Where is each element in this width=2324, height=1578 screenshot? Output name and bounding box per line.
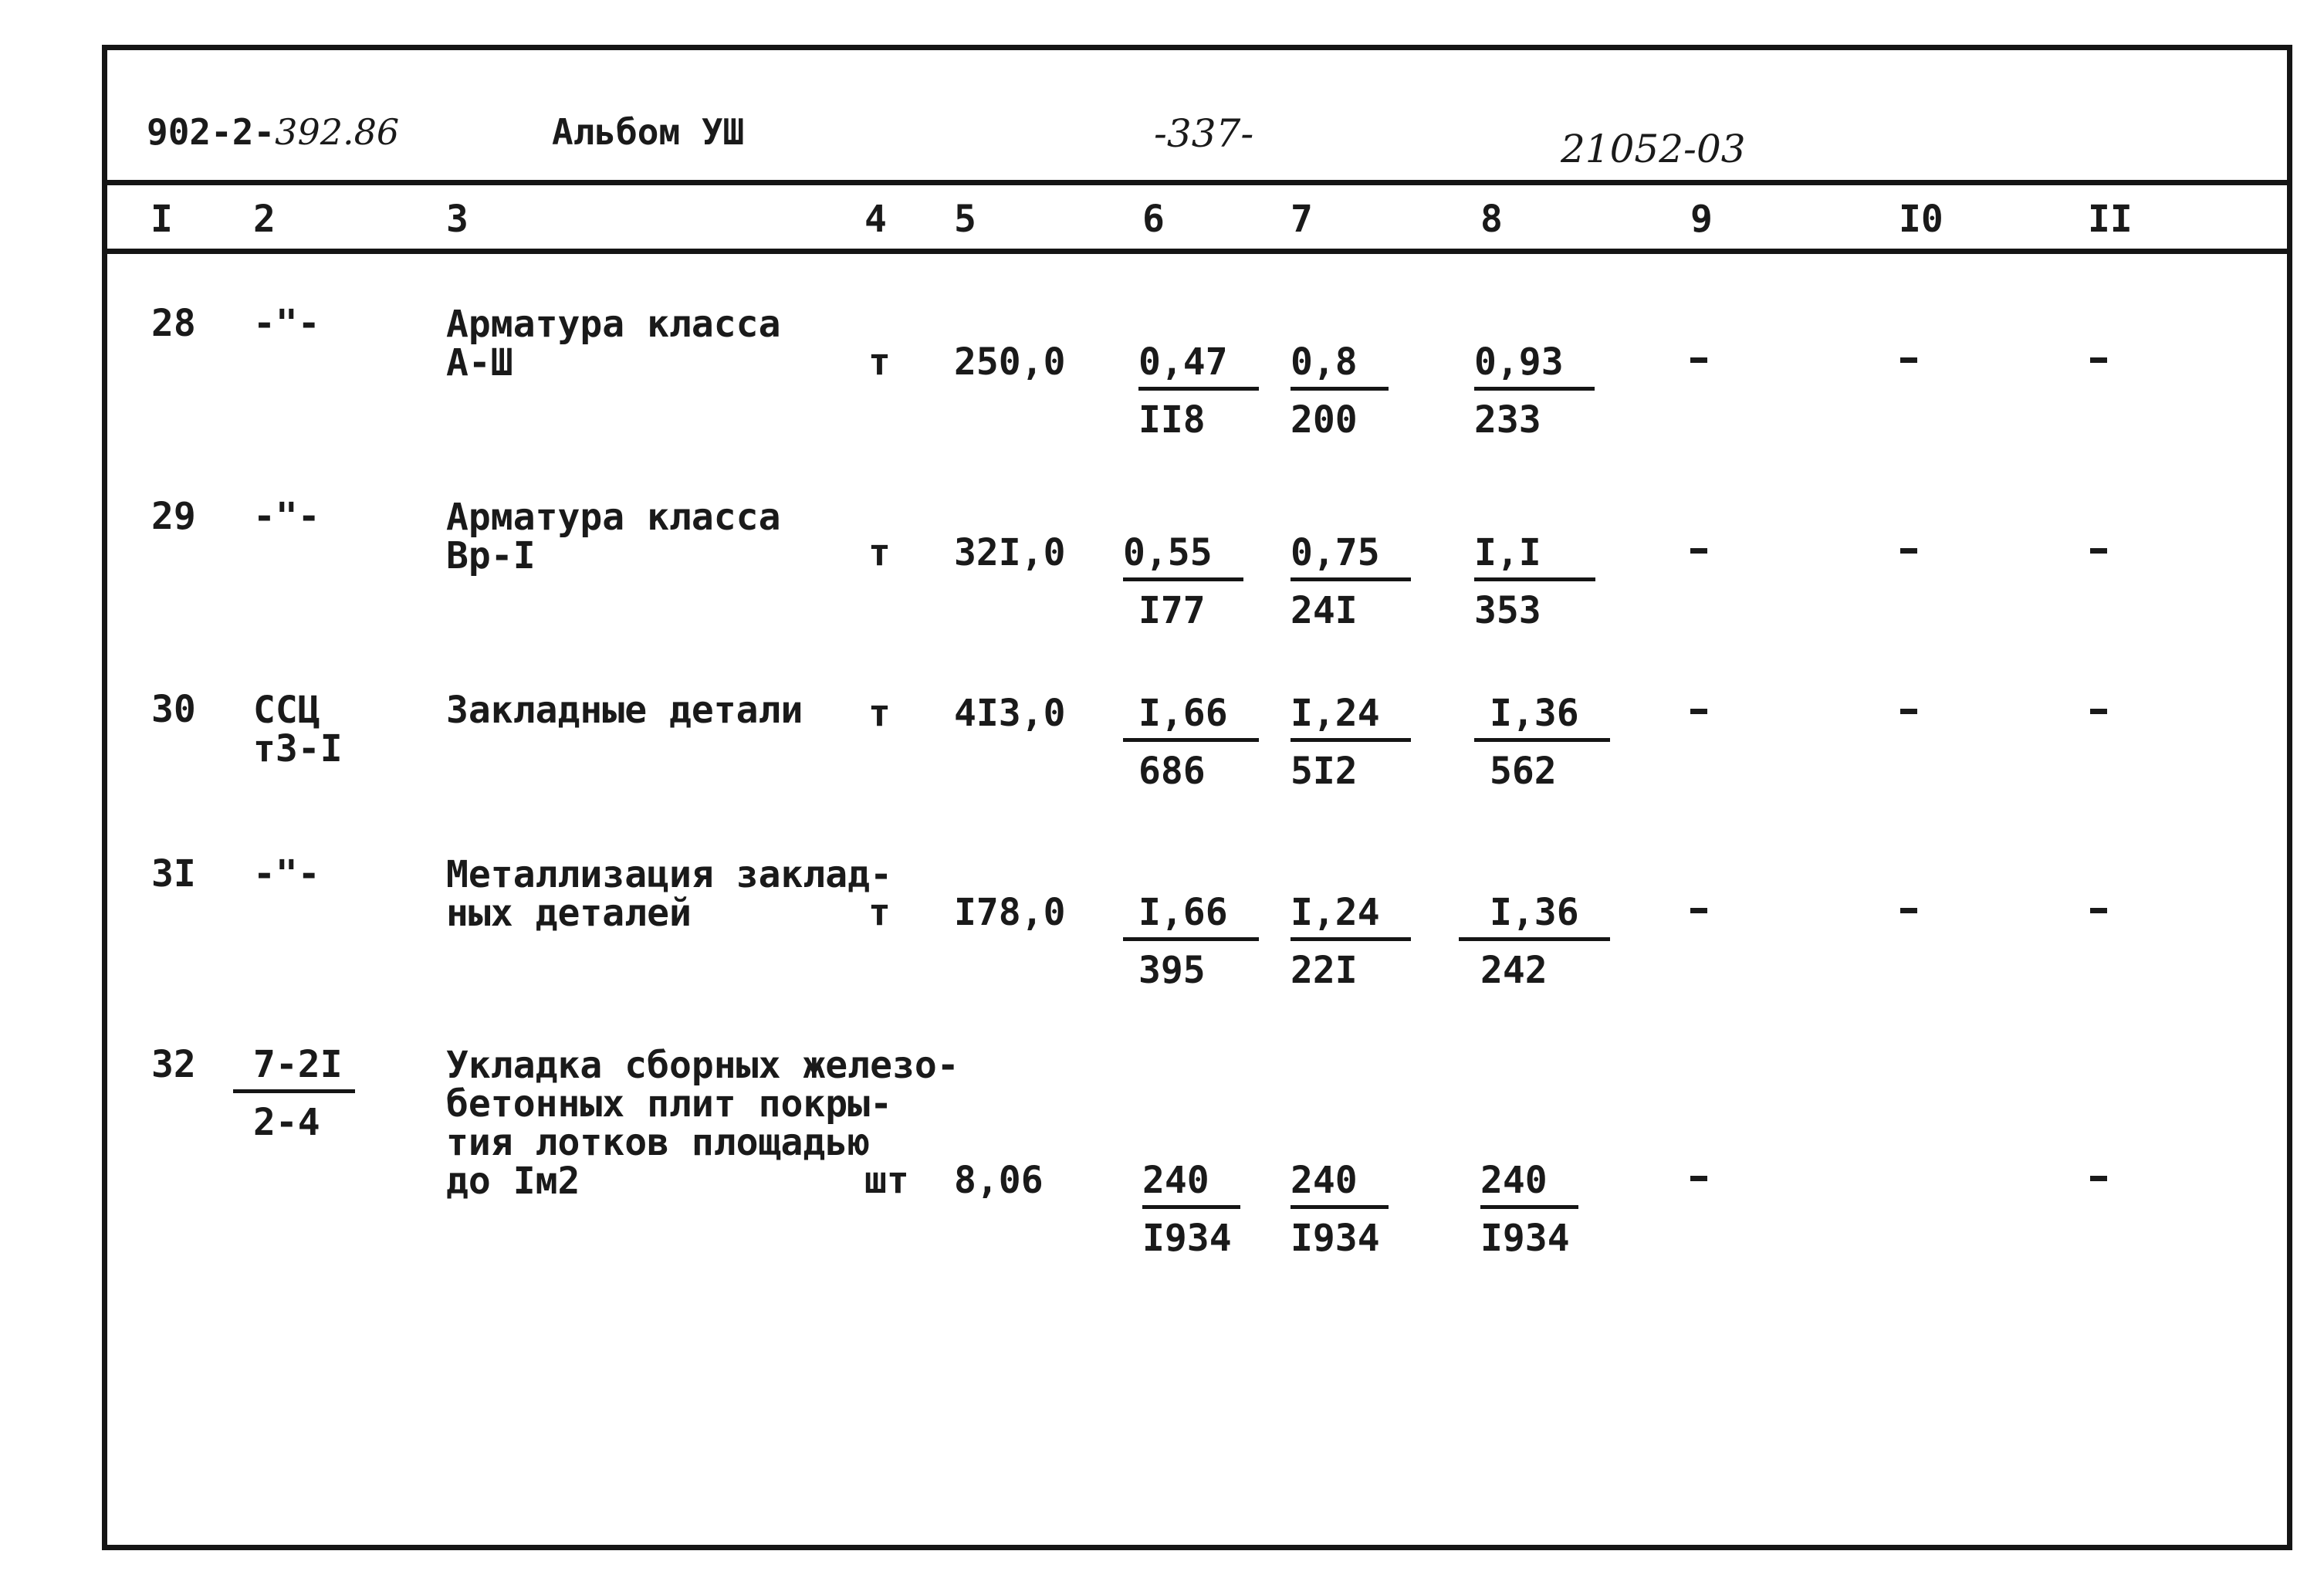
work-description: Металлизация заклад- ных деталей (446, 853, 892, 935)
column-8-value: $\frac{I,36}{562}$ (1474, 695, 1610, 790)
reference: -"- (253, 852, 320, 896)
column-number: 4 (864, 198, 887, 241)
row-number: 32 (151, 1043, 196, 1086)
work-description: Закладные детали (446, 689, 803, 732)
column-number: I (151, 198, 173, 241)
column-10-dash (1900, 548, 1917, 554)
column-7-value: $\frac{0,75}{24I}$ (1291, 534, 1411, 629)
column-number: II (2088, 198, 2133, 241)
row-number: 28 (151, 302, 196, 345)
reference: ССЦ тЗ-I (253, 689, 343, 770)
column-9-dash (1690, 548, 1707, 554)
album-label: Альбом УШ (552, 111, 745, 153)
column-7-value: $\frac{0,8}{200}$ (1291, 344, 1389, 439)
page-number: -337- (1154, 111, 1254, 156)
series-code: 902-2-392.86 (147, 111, 400, 153)
column-header-rule (102, 249, 2292, 254)
table-frame (102, 45, 2292, 1550)
column-6-value: $\frac{240}{I934}$ (1142, 1162, 1240, 1257)
column-number: 8 (1480, 198, 1503, 241)
column-8-value: $\frac{I,36}{242}$ (1459, 894, 1610, 989)
unit: шт (864, 1159, 909, 1202)
column-7-value: $\frac{I,24}{22I}$ (1291, 894, 1411, 989)
column-number: I0 (1899, 198, 1943, 241)
row-number: 3I (151, 852, 196, 896)
column-10-dash (1900, 709, 1917, 714)
work-description: Арматура класса A-Ш (446, 303, 781, 384)
column-7-value: $\frac{I,24}{5I2}$ (1291, 695, 1411, 790)
row-number: 30 (151, 688, 196, 731)
column-7-value: $\frac{240}{I934}$ (1291, 1162, 1389, 1257)
column-11-dash (2090, 709, 2107, 714)
column-11-dash (2090, 908, 2107, 913)
unit: т (868, 340, 891, 384)
unit: т (868, 531, 891, 574)
column-number: 5 (954, 198, 976, 241)
header-rule (102, 180, 2292, 185)
document-code: 21052-03 (1561, 127, 1746, 171)
column-number: 6 (1142, 198, 1165, 241)
column-8-value: $\frac{I,I}{353}$ (1474, 534, 1595, 629)
row-number: 29 (151, 495, 196, 538)
column-11-dash (2090, 548, 2107, 554)
reference-fraction: $\frac{7-2I}{2-4}$ (233, 1046, 355, 1141)
work-description: Арматура класса Вр-I (446, 496, 781, 577)
column-number: 2 (253, 198, 276, 241)
column-number: 9 (1690, 198, 1713, 241)
unit: т (868, 692, 891, 735)
column-9-dash (1690, 1176, 1707, 1181)
column-6-value: $\frac{0,55}{I77}$ (1123, 534, 1243, 629)
column-9-dash (1690, 908, 1707, 913)
column-9-dash (1690, 709, 1707, 714)
column-6-value: $\frac{I,66}{686}$ (1123, 695, 1259, 790)
column-8-value: $\frac{0,93}{233}$ (1474, 344, 1595, 439)
column-number: 7 (1291, 198, 1313, 241)
column-11-dash (2090, 357, 2107, 363)
reference: -"- (253, 495, 320, 538)
column-11-dash (2090, 1176, 2107, 1181)
column-10-dash (1900, 908, 1917, 913)
column-10-dash (1900, 357, 1917, 363)
quantity: I78,0 (954, 891, 1066, 934)
reference: -"- (253, 302, 320, 345)
quantity: 250,0 (954, 340, 1066, 384)
column-6-value: $\frac{0,47}{II8}$ (1138, 344, 1259, 439)
column-9-dash (1690, 357, 1707, 363)
column-6-value: $\frac{I,66}{395}$ (1123, 894, 1259, 989)
column-8-value: $\frac{240}{I934}$ (1480, 1162, 1578, 1257)
work-description: Укладка сборных железо- бетонных плит покры- тия лотков площадью до Iм2 (446, 1044, 959, 1203)
column-number: 3 (446, 198, 469, 241)
unit: т (868, 891, 891, 934)
quantity: 4I3,0 (954, 692, 1066, 735)
quantity: 8,06 (954, 1159, 1044, 1202)
quantity: 32I,0 (954, 531, 1066, 574)
